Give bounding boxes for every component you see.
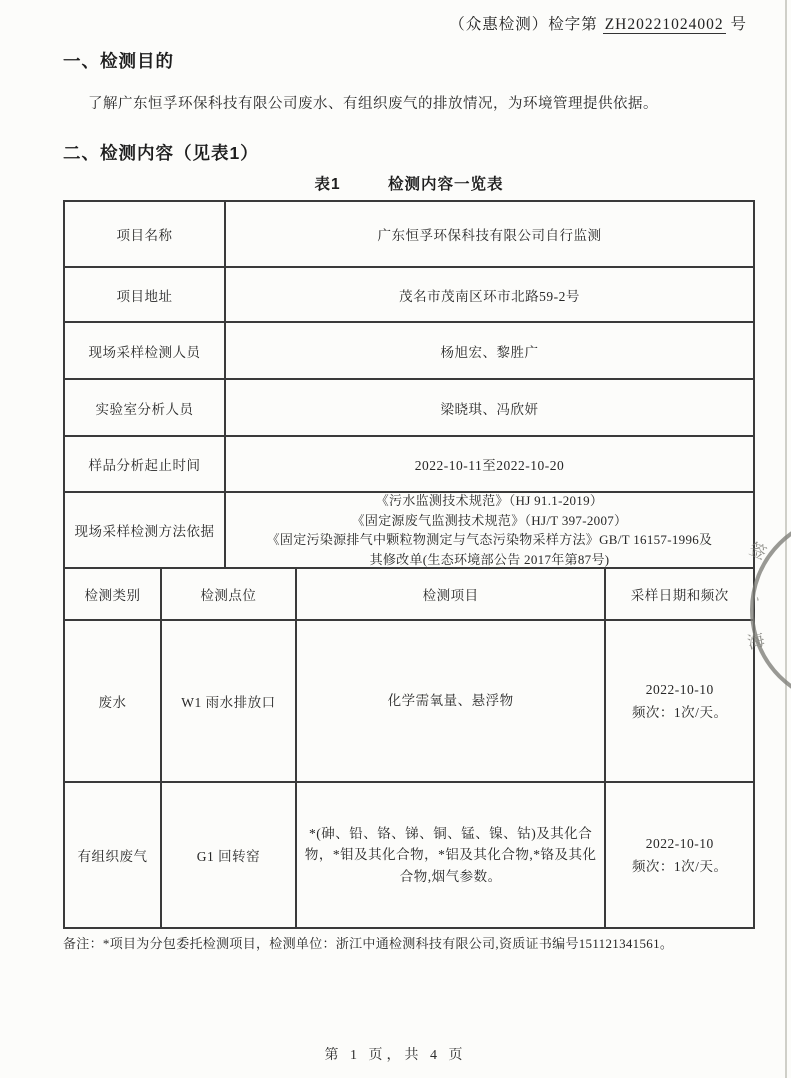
table-note: 备注：*项目为分包委托检测项目，检测单位：浙江中通检测科技有限公司,资质证书编号151121341561。	[63, 936, 674, 951]
row-value: 2022-10-11至2022-10-20	[414, 458, 565, 473]
page-number: 第 1 页，共 4 页	[324, 1048, 467, 1063]
purpose-paragraph: 了解广东恒孚环保科技有限公司废水、有组织废气的排放情况，为环境管理提供依据。	[88, 96, 658, 112]
row-value: 茂名市茂南区环市北路59-2号	[399, 288, 580, 304]
cell-items	[297, 783, 607, 927]
table-row-wastewater	[65, 621, 753, 783]
method-line: 其修改单(生态环境部公告 2017年第87号)	[369, 551, 610, 567]
row-value: 杨旭宏、黎胜广	[440, 344, 539, 360]
scan-page-edge	[785, 0, 787, 1078]
table-row-method-basis	[65, 493, 753, 569]
sampling-frequency: 频次：1次/天。	[631, 704, 728, 720]
method-line: 《固定源废气监测技术规范》（HJ/T 397-2007）	[351, 512, 628, 528]
table-row-sampling-staff	[65, 323, 753, 380]
report-number-suffix: 号	[730, 16, 747, 33]
stamp-character: 、	[754, 588, 772, 607]
row-label: 项目名称	[65, 202, 226, 266]
row-label: 现场采样检测方法依据	[65, 493, 226, 567]
sampling-date: 2022-10-10	[645, 835, 714, 851]
items-text: 化学需氧量、悬浮物	[387, 693, 514, 709]
row-label: 实验室分析人员	[65, 380, 226, 435]
table-caption-title: 检测内容一览表	[387, 176, 504, 193]
cell-date-frequency	[606, 621, 753, 781]
cell-point: W1 雨水排放口	[162, 621, 297, 781]
items-text: *(砷、铅、铬、锑、铜、锰、镍、钴)及其化合物，*钼及其化合物，*铝及其化合物,*铬及其化合物,烟气参数。	[304, 825, 597, 884]
cell-category: 废水	[65, 621, 162, 781]
row-label: 项目地址	[65, 268, 226, 321]
stamp-character: 海	[745, 630, 767, 653]
table-row-project-address	[65, 268, 753, 323]
sampling-frequency: 频次：1次/天。	[631, 858, 728, 874]
table-caption-label: 表1	[314, 176, 341, 193]
report-number-prefix: （众惠检测）检字第	[449, 16, 598, 33]
cell-point: G1 回转窑	[162, 783, 297, 927]
cell-date-frequency	[606, 783, 753, 927]
table-row-lab-staff	[65, 380, 753, 437]
stamp-character: 签	[746, 539, 770, 564]
method-line: 《固定污染源排气中颗粒物测定与气态污染物采样方法》GB/T 16157-1996及	[266, 532, 713, 547]
section-heading-purpose: 一、检测目的	[63, 51, 174, 71]
table-row-organized-gas	[65, 783, 753, 927]
column-header-category: 检测类别	[65, 569, 162, 619]
cell-items	[297, 621, 607, 781]
cell-category: 有组织废气	[65, 783, 162, 927]
sampling-date: 2022-10-10	[645, 681, 714, 697]
column-header-date-frequency: 采样日期和频次	[630, 588, 729, 603]
table-caption	[63, 172, 755, 194]
report-number-line	[449, 12, 747, 34]
section-heading-content: 二、检测内容（见表1）	[63, 143, 259, 163]
row-label: 样品分析起止时间	[65, 437, 226, 491]
report-number-value: ZH20221024002	[604, 16, 724, 33]
column-header-items: 检测项目	[297, 569, 607, 619]
row-value: 广东恒孚环保科技有限公司自行监测	[377, 228, 602, 243]
table-row-project-name	[65, 202, 753, 268]
row-label: 现场采样检测人员	[65, 323, 226, 378]
row-value-method-list	[226, 493, 753, 567]
row-value: 梁晓琪、冯欣妍	[440, 401, 539, 417]
method-line: 《污水监测技术规范》（HJ 91.1-2019）	[375, 493, 604, 508]
content-table	[63, 200, 755, 929]
table-header-row	[65, 569, 753, 621]
column-header-point: 检测点位	[162, 569, 297, 619]
table-row-analysis-period	[65, 437, 753, 493]
